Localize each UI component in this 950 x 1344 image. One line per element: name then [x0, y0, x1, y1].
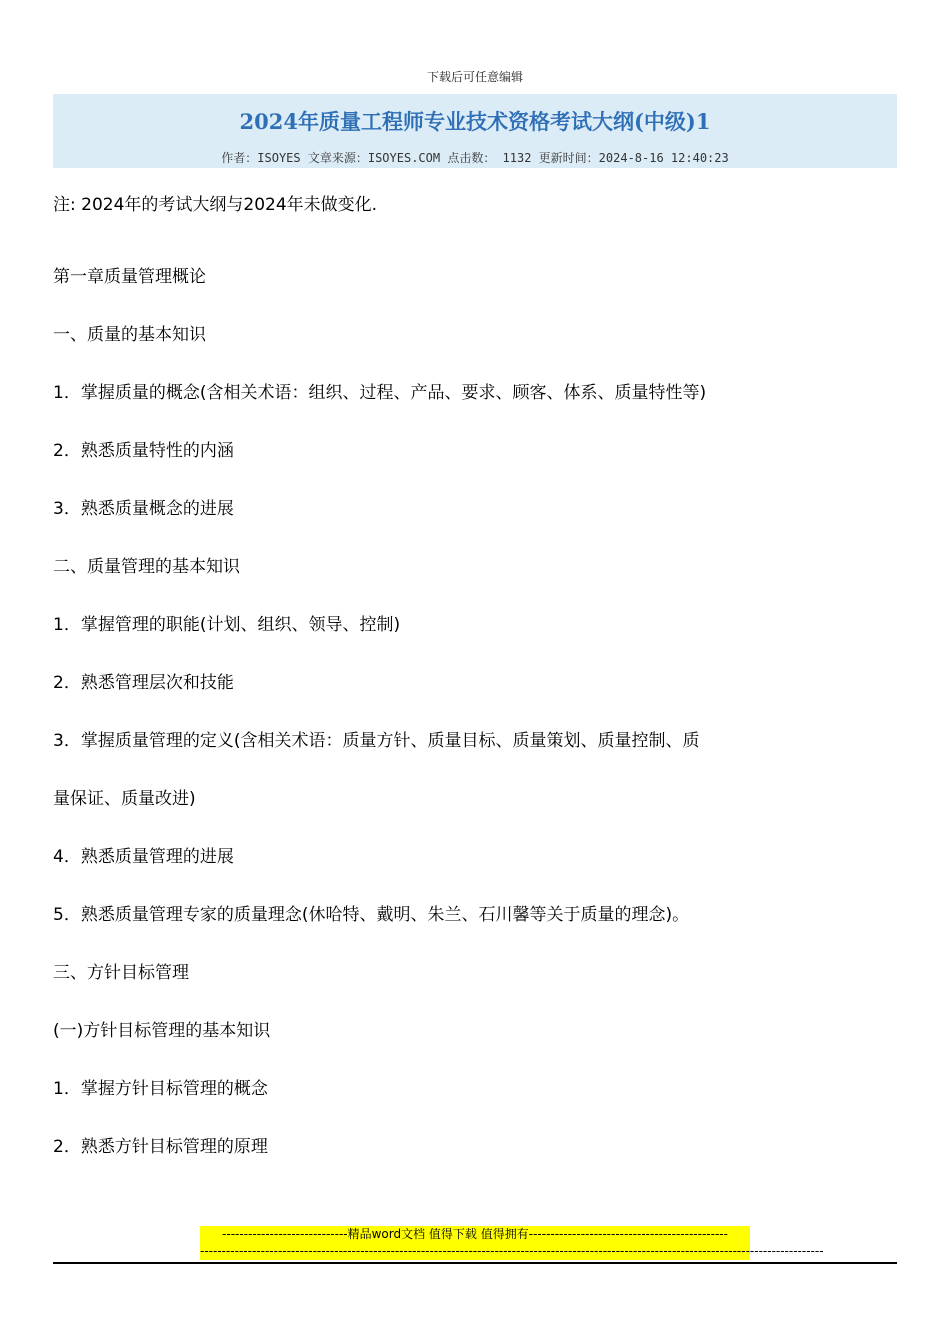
list-item: 3．掌握质量管理的定义(含相关术语：质量方针、质量目标、质量策划、质量控制、质 — [53, 731, 700, 751]
footer-banner — [200, 1226, 824, 1260]
footer-banner-dashes: ------------------------------------------------------------------------------------------------------------------------------------------------ — [200, 1244, 824, 1258]
subsection-heading: (一)方针目标管理的基本知识 — [53, 1021, 271, 1041]
list-item-continuation: 量保证、质量改进) — [53, 789, 196, 809]
section-heading: 三、方针目标管理 — [53, 963, 189, 983]
list-item: 1．掌握管理的职能(计划、组织、领导、控制) — [53, 615, 401, 635]
article-title: 2024年质量工程师专业技术资格考试大纲(中级)1 — [239, 109, 711, 134]
page-top-note: 下载后可任意编辑 — [426, 70, 523, 84]
section-heading: 二、质量管理的基本知识 — [53, 557, 240, 577]
list-item: 4．熟悉质量管理的进展 — [53, 847, 234, 867]
footer-banner-text: -----------------------------精品word文档 值得下载 值得拥有---------------------------------------------- — [222, 1227, 728, 1241]
chapter-heading: 第一章质量管理概论 — [53, 267, 206, 287]
list-item: 2．熟悉管理层次和技能 — [53, 673, 234, 693]
list-item: 2．熟悉方针目标管理的原理 — [53, 1137, 268, 1157]
note-line: 注: 2024年的考试大纲与2024年未做变化. — [53, 195, 378, 215]
footer-divider — [53, 1262, 897, 1264]
section-heading: 一、质量的基本知识 — [53, 325, 206, 345]
document-body — [53, 190, 897, 1162]
list-item: 5．熟悉质量管理专家的质量理念(休哈特、戴明、朱兰、石川馨等关于质量的理念)。 — [53, 905, 690, 925]
article-header — [53, 94, 897, 168]
list-item: 1．掌握质量的概念(含相关术语：组织、过程、产品、要求、顾客、体系、质量特性等) — [53, 383, 707, 403]
article-meta: 作者：ISOYES 文章来源：ISOYES.COM 点击数： 1132 更新时间：2024-8-16 12:40:23 — [221, 151, 729, 165]
list-item: 3．熟悉质量概念的进展 — [53, 499, 234, 519]
list-item: 1．掌握方针目标管理的概念 — [53, 1079, 268, 1099]
list-item: 2．熟悉质量特性的内涵 — [53, 441, 234, 461]
